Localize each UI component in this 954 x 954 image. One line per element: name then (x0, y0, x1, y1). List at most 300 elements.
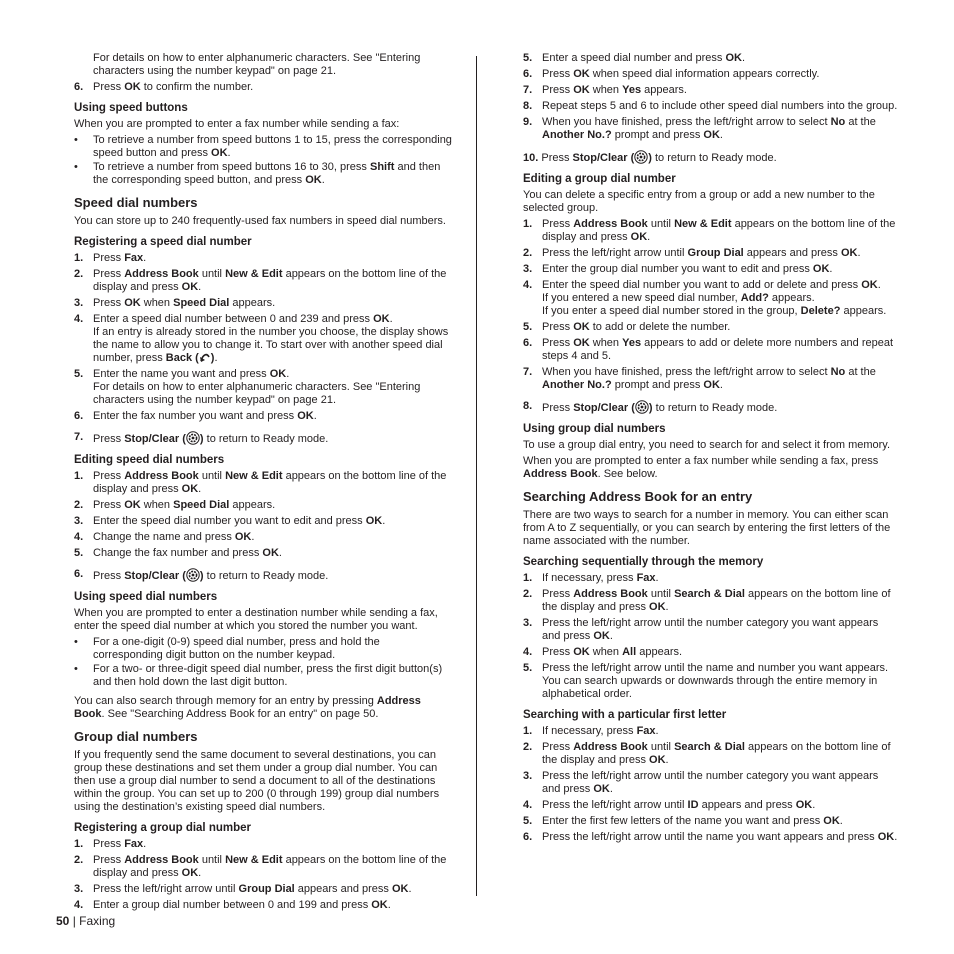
bold-term: OK (823, 815, 840, 827)
text-run: . (894, 831, 898, 843)
text-run: Enter a speed dial number and press (542, 52, 726, 64)
numbered-step (74, 81, 452, 94)
text-run: when (589, 646, 623, 658)
text-run: appears and press (294, 883, 392, 895)
text-run: Press (542, 741, 574, 753)
bold-term: OK (649, 601, 666, 613)
paragraph: To use a group dial entry, you need to search for and select it from memory. (523, 439, 891, 451)
text-run: appears on the bottom line of the display and press (542, 588, 891, 613)
text-run: For a one-digit (0-9) speed dial number, press and hold the corresponding digit button on the number keypad. (93, 636, 380, 661)
subsection-heading: Using speed dial numbers (74, 591, 218, 603)
bold-term: OK (181, 483, 199, 495)
text-run: If you entered a new speed dial number, (542, 292, 741, 304)
bold-term: OK (391, 883, 409, 895)
text-run: . (857, 247, 861, 259)
text-run: . (214, 352, 218, 364)
numbered-step (74, 268, 452, 294)
step-text (93, 899, 452, 912)
step-text (542, 588, 898, 614)
step-text (542, 831, 898, 844)
step-text (542, 400, 898, 415)
text-run: . (382, 515, 386, 527)
text-run: Press (93, 854, 125, 866)
bold-term: ) (199, 570, 204, 582)
bold-term: OK (630, 231, 648, 243)
bold-term: New & Edit (225, 470, 283, 482)
text-run: until (647, 588, 675, 600)
bullet-dot-icon: • (74, 161, 78, 173)
step-text (542, 572, 898, 585)
step-number: 2. (74, 854, 84, 866)
text-run: appears and press (743, 247, 841, 259)
step-number: 7. (523, 84, 533, 96)
step-text (542, 84, 898, 97)
numbered-step (523, 741, 898, 767)
step-text (542, 337, 898, 363)
step-text (93, 531, 452, 544)
text-run: Press the left/right arrow until the name you want appears and press (542, 831, 878, 843)
text-run: If you enter a speed dial number stored in the group, (542, 305, 801, 317)
step-number: 2. (74, 499, 84, 511)
text-run: Press (93, 81, 125, 93)
text-run: . (812, 799, 816, 811)
text-run: to confirm the number. (140, 81, 254, 93)
text-run: . (609, 630, 613, 642)
numbered-step (74, 515, 452, 528)
step-text (93, 81, 452, 94)
numbered-step (523, 337, 898, 363)
numbered-step (523, 366, 898, 392)
text-run: to return to Ready mode. (203, 570, 329, 582)
step-text (542, 68, 898, 81)
numbered-step (523, 84, 898, 97)
bold-term: ID (687, 799, 699, 811)
text-run: . (278, 547, 282, 559)
bold-term: OK (573, 321, 590, 333)
bold-term: OK (573, 84, 590, 96)
bold-term: Address Book (124, 268, 199, 280)
text-run: at the (845, 366, 876, 378)
bold-term: New & Edit (225, 854, 283, 866)
paragraph: There are two ways to search for a number in memory. You can either scan from A to Z sequentially, or you can search by entering the first letters of the name associated with the number. (523, 509, 891, 547)
text-run: . (665, 601, 669, 613)
step-text (93, 568, 452, 583)
bold-term: ) (199, 433, 204, 445)
text-run: Press (93, 838, 125, 850)
section-heading: Group dial numbers (74, 729, 198, 744)
text-run: Press the left/right arrow until the number category you want appears and press (542, 770, 879, 795)
text-run: appears and press (698, 799, 796, 811)
text-run: when (140, 499, 174, 511)
text-run: When you have finished, press the left/right arrow to select (542, 116, 831, 128)
step-number: 4. (74, 899, 84, 911)
text-run: Enter the speed dial number you want to edit and press (93, 515, 366, 527)
bold-term: No (830, 116, 846, 128)
step-number: 1. (74, 252, 84, 264)
step-text (93, 431, 452, 446)
step-number: 2. (74, 268, 84, 280)
bold-term: Search & Dial (674, 588, 745, 600)
bullet-text (93, 636, 452, 662)
step-text (542, 116, 898, 142)
numbered-step (74, 313, 452, 365)
text-run: appears. (229, 499, 276, 511)
step-number: 7. (74, 431, 84, 443)
text-run: Press (542, 68, 574, 80)
bold-term: Speed Dial (173, 297, 230, 309)
text-run: . (829, 263, 833, 275)
text-run: Press (538, 152, 573, 164)
column-divider (476, 56, 477, 896)
bullet-dot-icon: • (74, 663, 78, 675)
bold-term: ) (648, 402, 653, 414)
numbered-step (74, 252, 452, 265)
paragraph: When you are prompted to enter a destination number while sending a fax, enter the speed dial number at which you stored the number you want. (74, 607, 438, 632)
step-number: 8. (523, 400, 533, 412)
step-number: 5. (523, 662, 533, 674)
text-run: to return to Ready mode. (203, 433, 329, 445)
bold-term: Address Book (74, 695, 421, 720)
numbered-step (74, 838, 452, 851)
text-run: . (198, 867, 202, 879)
section-heading: Speed dial numbers (74, 195, 198, 210)
step-text (542, 366, 898, 392)
text-run: Press (542, 402, 574, 414)
step-text (93, 368, 452, 407)
section-name: Faxing (79, 914, 116, 928)
text-run: Press (93, 470, 125, 482)
step-number: 6. (523, 68, 533, 80)
text-run: . (741, 52, 746, 64)
numbered-step (74, 368, 452, 407)
text-run: If an entry is already stored in the number you choose, the display shows the name to allow you to change it. To start over with another speed dial number, press (93, 326, 449, 364)
bold-term: OK (725, 52, 742, 64)
bold-term: OK (573, 68, 590, 80)
step-number: 6. (523, 831, 533, 843)
bold-term: ) (210, 352, 215, 364)
bold-term: Stop/Clear ( (573, 402, 635, 414)
text-run: . (313, 410, 317, 422)
step-number: 3. (523, 770, 533, 782)
step-number: 5. (74, 547, 84, 559)
step-text (542, 617, 898, 643)
bold-term: Speed Dial (173, 499, 230, 511)
bold-term: All (622, 646, 637, 658)
text-run: Press the left/right arrow until (542, 247, 688, 259)
text-run: . (665, 754, 669, 766)
text-run: when speed dial information appears correctly. (589, 68, 820, 80)
text-run: Press the left/right arrow until the number category you want appears and press (542, 617, 879, 642)
text-run: to return to Ready mode. (651, 152, 777, 164)
step-text (93, 854, 452, 880)
step-number: 2. (523, 588, 533, 600)
text-run: When you are prompted to enter a fax number while sending a fax, press (523, 455, 879, 467)
text-run: Press the left/right arrow until (542, 799, 688, 811)
step-number: 1. (74, 470, 84, 482)
text-run: Press (93, 433, 125, 445)
section-heading: Searching Address Book for an entry (523, 489, 753, 504)
bold-term: Fax (636, 572, 656, 584)
paragraph (74, 695, 452, 721)
step-text (542, 646, 898, 659)
text-run: . (251, 531, 255, 543)
step-text (93, 268, 452, 294)
bold-term: OK (305, 174, 322, 186)
step-number: 6. (74, 81, 84, 93)
subsection-heading: Searching with a particular first letter (523, 709, 727, 721)
bold-term: 10. (523, 152, 539, 164)
text-run: Enter a group dial number between 0 and 199 and press (93, 899, 372, 911)
numbered-step (74, 568, 452, 583)
bullet-dot-icon: • (74, 134, 78, 146)
bold-term: Group Dial (687, 247, 744, 259)
bold-term: Shift (369, 161, 395, 173)
bold-term: OK (812, 263, 830, 275)
step-text (542, 321, 898, 334)
paragraph: You can delete a specific entry from a group or add a new number to the selected group. (523, 189, 875, 214)
back-icon (199, 352, 211, 363)
text-run: For details on how to enter alphanumeric characters. See "Entering characters using the number keypad" on page 21. (93, 381, 421, 406)
step-text (93, 252, 452, 265)
text-run: . (609, 783, 613, 795)
text-run: . (655, 725, 659, 737)
step-number: 4. (523, 799, 533, 811)
step-text (542, 263, 898, 276)
text-run: . See below. (597, 468, 658, 480)
subsection-heading: Registering a group dial number (74, 822, 251, 834)
numbered-step (523, 725, 898, 738)
bullet-item (74, 663, 452, 689)
text-run: Enter the group dial number you want to edit and press (542, 263, 813, 275)
stop-clear-icon (634, 150, 648, 164)
text-run: appears on the bottom line of the display and press (93, 470, 447, 495)
bold-term: OK (124, 297, 141, 309)
step-number: 3. (74, 297, 84, 309)
step-number: 6. (523, 337, 533, 349)
text-run: Press the left/right arrow until the name and number you want appears. You can search upwards or downwards through the entire memory in alphabetical order. (542, 662, 889, 700)
text-run: Press (542, 588, 574, 600)
bold-term: Yes (622, 337, 642, 349)
text-run: appears on the bottom line of the display and press (93, 854, 447, 879)
subsection-heading: Using group dial numbers (523, 423, 666, 435)
text-run: Press (93, 570, 125, 582)
text-run: Press the left/right arrow until (93, 883, 239, 895)
text-run: . (719, 129, 723, 141)
text-run: Change the name and press (93, 531, 235, 543)
text-run: when (589, 84, 623, 96)
step-text (93, 313, 452, 365)
bold-term: Stop/Clear ( (572, 152, 635, 164)
text-run: appears to add or delete more numbers and repeat steps 4 and 5. (542, 337, 894, 362)
bold-term: Yes (622, 84, 642, 96)
bold-term: OK (877, 831, 895, 843)
step-number: 9. (523, 116, 533, 128)
step-text (93, 499, 452, 512)
step-text (542, 741, 898, 767)
bold-term: Address Book (573, 741, 648, 753)
step-number: 4. (74, 313, 84, 325)
stop-clear-icon (186, 568, 200, 582)
step-number: 5. (523, 52, 533, 64)
numbered-step (523, 263, 898, 276)
text-run: Enter the fax number you want and press (93, 410, 298, 422)
step-number: 2. (523, 741, 533, 753)
bold-term: OK (269, 368, 287, 380)
step-text (93, 838, 452, 851)
numbered-step (523, 279, 898, 318)
text-run: Press (542, 321, 574, 333)
step-number: 3. (74, 515, 84, 527)
bold-term: Address Book (124, 854, 199, 866)
bold-term: Address Book (573, 588, 648, 600)
step-number: 2. (523, 247, 533, 259)
bold-term: OK (593, 783, 610, 795)
text-run: appears on the bottom line of the display and press (542, 218, 896, 243)
step-text (542, 218, 898, 244)
step-number: 1. (523, 218, 533, 230)
text-run: prompt and press (611, 379, 704, 391)
bold-term: Fax (124, 252, 144, 264)
numbered-step (523, 218, 898, 244)
step-number: 1. (74, 838, 84, 850)
text-run: You can also search through memory for an entry by pressing (74, 695, 377, 707)
step-number: 5. (74, 368, 84, 380)
numbered-step (74, 499, 452, 512)
text-run: Press (542, 84, 574, 96)
bold-term: Another No.? (542, 129, 612, 141)
text-run: Change the fax number and press (93, 547, 263, 559)
bold-term: New & Edit (674, 218, 732, 230)
bold-term: OK (365, 515, 383, 527)
numbered-step (74, 470, 452, 496)
bold-term: OK (234, 531, 252, 543)
bold-term: Fax (636, 725, 656, 737)
bold-term: OK (371, 899, 388, 911)
text-run: . (839, 815, 843, 827)
bold-term: New & Edit (225, 268, 283, 280)
text-run: To retrieve a number from speed buttons 16 to 30, press (93, 161, 370, 173)
numbered-step (74, 899, 452, 912)
bold-term: OK (795, 799, 813, 811)
text-run: Enter the first few letters of the name you want and press (542, 815, 824, 827)
text-run: appears. (840, 305, 887, 317)
text-run: when (589, 337, 623, 349)
step-number: 1. (523, 572, 533, 584)
numbered-step (74, 547, 452, 560)
bold-term: OK (181, 867, 199, 879)
subsection-heading: Editing speed dial numbers (74, 454, 225, 466)
bold-term: Delete? (800, 305, 841, 317)
text-run: . (198, 281, 202, 293)
bullet-text (93, 161, 452, 187)
step-number: 3. (523, 617, 533, 629)
subsection-heading: Registering a speed dial number (74, 236, 252, 248)
bold-term: Another No.? (542, 379, 612, 391)
subsection-heading: Using speed buttons (74, 102, 188, 114)
bold-term: OK (703, 379, 720, 391)
numbered-step (523, 572, 898, 585)
text-run: If necessary, press (542, 725, 637, 737)
numbered-step (74, 531, 452, 544)
step-text (93, 515, 452, 528)
numbered-step (74, 854, 452, 880)
bold-term: Address Book (573, 218, 648, 230)
subsection-heading: Editing a group dial number (523, 173, 676, 185)
numbered-step (523, 831, 898, 844)
step-number: 8. (523, 100, 533, 112)
right-column (523, 52, 898, 847)
subsection-heading: Searching sequentially through the memory (523, 556, 764, 568)
text-run: . (647, 231, 651, 243)
text-run: until (647, 741, 675, 753)
step-text (93, 883, 452, 896)
bullet-item (74, 636, 452, 662)
step-number: 4. (523, 646, 533, 658)
numbered-step (74, 297, 452, 310)
bullet-dot-icon: • (74, 636, 78, 648)
bold-term: OK (573, 646, 590, 658)
text-run: Press (93, 268, 125, 280)
bold-term: Address Book (523, 468, 598, 480)
text-run: at the (845, 116, 876, 128)
bullet-text (93, 134, 452, 160)
text-run: appears. (229, 297, 276, 309)
step-text (542, 247, 898, 260)
text-run: Press (93, 499, 125, 511)
text-run: . (387, 899, 391, 911)
step-number: 3. (74, 883, 84, 895)
text-run: Repeat steps 5 and 6 to include other speed dial numbers into the group. (542, 100, 898, 112)
numbered-step (523, 400, 898, 415)
bold-term: Back ( (165, 352, 199, 364)
text-run: If necessary, press (542, 572, 637, 584)
step-text (542, 725, 898, 738)
step-text (93, 547, 452, 560)
numbered-step (74, 431, 452, 446)
numbered-step (523, 52, 898, 65)
step-number: 6. (74, 410, 84, 422)
paragraph (523, 455, 898, 481)
step-number: 5. (523, 815, 533, 827)
paragraph: When you are prompted to enter a fax number while sending a fax: (74, 118, 400, 130)
numbered-step (523, 646, 898, 659)
step-text (542, 770, 898, 796)
numbered-step (523, 662, 898, 701)
left-column (74, 52, 452, 915)
text-run: . (143, 252, 147, 264)
text-run: . (408, 883, 412, 895)
text-run: Press (542, 337, 574, 349)
text-run: Press (542, 218, 574, 230)
text-run: appears on the bottom line of the display and press (93, 268, 447, 293)
bold-term: OK (262, 547, 279, 559)
step-text (542, 100, 898, 113)
text-run: Enter the speed dial number you want to add or delete and press (542, 279, 862, 291)
numbered-step (523, 100, 898, 113)
step-number: 4. (523, 279, 533, 291)
text-run: . (143, 838, 147, 850)
step-text (542, 815, 898, 828)
step-number: 6. (74, 568, 84, 580)
bold-term: Stop/Clear ( (124, 433, 186, 445)
step-number: 1. (523, 725, 533, 737)
paragraph (523, 150, 898, 165)
paragraph: For details on how to enter alphanumeric characters. See "Entering characters using the number keypad" on page 21. (93, 52, 421, 77)
bold-term: OK (211, 147, 228, 159)
numbered-step (523, 247, 898, 260)
text-run: to add or delete the number. (589, 321, 731, 333)
bold-term: Add? (740, 292, 769, 304)
